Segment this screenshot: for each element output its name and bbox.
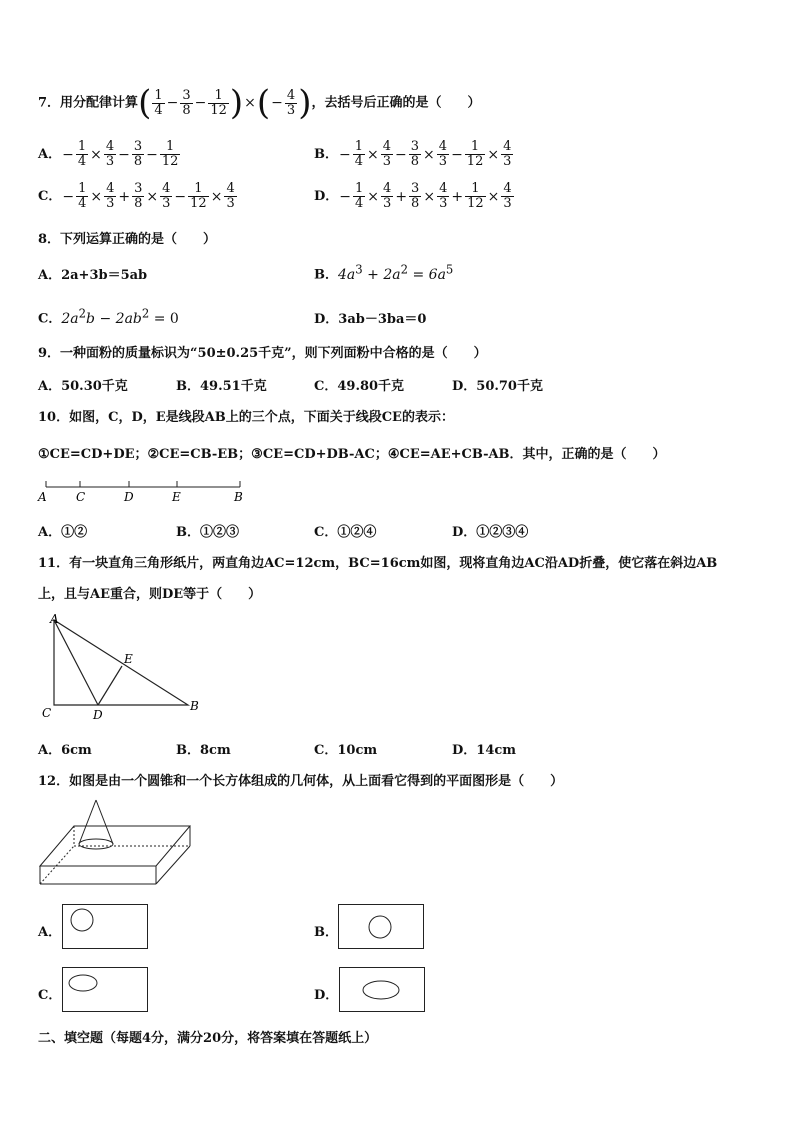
q8-option-c-label: C．: [38, 311, 62, 327]
vertex-d-label: D: [93, 708, 103, 722]
section-2-heading: 二、填空题（每题4分，满分20分，将答案填在答题纸上）: [38, 1031, 378, 1046]
line-segment-figure: [34, 476, 249, 504]
question-9: 9．一种面粉的质量标识为“50±0.25千克”，则下列面粉中合格的是（ ）: [38, 346, 487, 361]
q8-option-a[interactable]: A．2a+3b＝5ab: [38, 268, 148, 283]
circle-center-icon: [339, 905, 423, 948]
q7-option-c-label: C．: [38, 189, 62, 204]
q10-option-c[interactable]: C．①②④: [314, 525, 377, 540]
q7-option-c[interactable]: C．− $\frac{1}{4}$ × $\frac{4}{3}$ + $\frac{3}{8}$ × $\frac{4}{3}$ − $\frac{1}{12}$ × $\frac{4}{3}$: [38, 181, 235, 211]
segment-de: [98, 666, 122, 705]
q12-option-c-figure[interactable]: [62, 967, 148, 1012]
q11-option-c[interactable]: C．10cm: [314, 743, 378, 758]
q7-stem: 用分配律计算: [60, 95, 139, 111]
q8-option-b-formula: $4a^3 + 2a^2 = 6a^5$: [338, 262, 454, 283]
vertex-a-label: A: [50, 612, 59, 626]
q12-option-c-label[interactable]: C．: [38, 988, 62, 1003]
label-a: A: [38, 490, 47, 504]
vertex-c-label: C: [42, 706, 52, 720]
label-b: B: [234, 490, 243, 504]
q12-option-b-label[interactable]: B．: [314, 925, 338, 940]
q9-option-b[interactable]: B．49.51千克: [176, 379, 267, 394]
q12-option-b-figure[interactable]: [338, 904, 424, 949]
q8-option-b[interactable]: [314, 262, 453, 283]
question-11: 11．有一块直角三角形纸片，两直角边AC=12cm，BC=16cm如图，现将直角边AC沿AD折叠，使它落在斜边AB: [38, 556, 718, 571]
question-10: 10．如图，C，D，E是线段AB上的三个点，下面关于线段CE的表示：: [38, 410, 454, 425]
label-c: C: [76, 490, 86, 504]
q12-option-a-label[interactable]: A．: [38, 925, 62, 940]
q10-option-a[interactable]: A．①②: [38, 525, 88, 540]
cone-base: [79, 839, 113, 849]
cone-on-cuboid-figure: [36, 796, 196, 888]
question-8: 8．下列运算正确的是（ ）: [38, 232, 217, 247]
q7-tail: ，去括号后正确的是（ ）: [311, 95, 481, 111]
label-e: E: [172, 490, 181, 504]
q12-option-d-figure[interactable]: [339, 967, 425, 1012]
q11-option-b[interactable]: B．8cm: [176, 743, 231, 758]
q7-option-b[interactable]: B．− $\frac{1}{4}$ × $\frac{4}{3}$ − $\frac{3}{8}$ × $\frac{4}{3}$ − $\frac{1}{12}$ × $\frac{4}{3}$: [314, 139, 512, 169]
q12-option-d-label[interactable]: D．: [314, 988, 339, 1003]
ellipse-center-icon: [340, 968, 424, 1011]
question-10-line2: ①CE=CD+DE；②CE=CB-EB；③CE=CD+DB-AC；④CE=AE+CB-AB．其中，正确的是（ ）: [38, 447, 666, 462]
question-7: 7．用分配律计算( $\frac{1}{4}$ − $\frac{3}{8}$ − $\frac{1}{12}$ )×(− $\frac{4}{3}$ )，去括号后正确的是（ ）: [38, 83, 481, 123]
q11-option-d[interactable]: D．14cm: [452, 743, 517, 758]
q10-option-d[interactable]: D．①②③④: [452, 525, 529, 540]
q8-option-b-label: B．: [314, 267, 338, 283]
q12-option-a-figure[interactable]: [62, 904, 148, 949]
vertex-e-label: E: [124, 652, 133, 666]
q7-option-b-label: B．: [314, 147, 338, 162]
q8-option-c-formula: $2a^2b - 2ab^2 = 0$: [61, 306, 179, 327]
cuboid-hidden-bottom: [40, 846, 74, 884]
q9-option-d[interactable]: D．50.70千克: [452, 379, 543, 394]
q9-option-c[interactable]: C．49.80千克: [314, 379, 405, 394]
question-11-line2: 上，且与AE重合，则DE等于（ ）: [38, 587, 262, 602]
q11-option-a[interactable]: A．6cm: [38, 743, 92, 758]
q8-option-c[interactable]: [38, 306, 179, 327]
question-12: 12．如图是由一个圆锥和一个长方体组成的几何体，从上面看它得到的平面图形是（ ）: [38, 774, 564, 789]
right-triangle-figure: [38, 610, 208, 725]
q7-option-a-label: A．: [38, 147, 62, 162]
q7-option-a[interactable]: A．− $\frac{1}{4}$ × $\frac{4}{3}$ − $\frac{3}{8}$ − $\frac{1}{12}$: [38, 139, 179, 169]
cone-side-left: [79, 800, 96, 844]
q7-option-d[interactable]: D．− $\frac{1}{4}$ × $\frac{4}{3}$ + $\frac{3}{8}$ × $\frac{4}{3}$ + $\frac{1}{12}$ × $\frac{4}{3}$: [314, 181, 512, 211]
circle-top-left-icon: [63, 905, 147, 948]
q10-option-b[interactable]: B．①②③: [176, 525, 239, 540]
label-d: D: [124, 490, 134, 504]
cone-side-right: [96, 800, 113, 844]
q9-option-a[interactable]: A．50.30千克: [38, 379, 128, 394]
q8-option-d[interactable]: D．3ab－3ba＝0: [314, 312, 427, 327]
q7-option-d-label: D．: [314, 189, 339, 204]
q7-number: 7．: [38, 95, 61, 111]
triangle-acb: [54, 620, 188, 705]
ellipse-top-left-icon: [63, 968, 147, 1011]
fold-line-ad: [54, 620, 98, 705]
cuboid-bottom-side: [156, 846, 190, 884]
vertex-b-label: B: [190, 699, 199, 713]
